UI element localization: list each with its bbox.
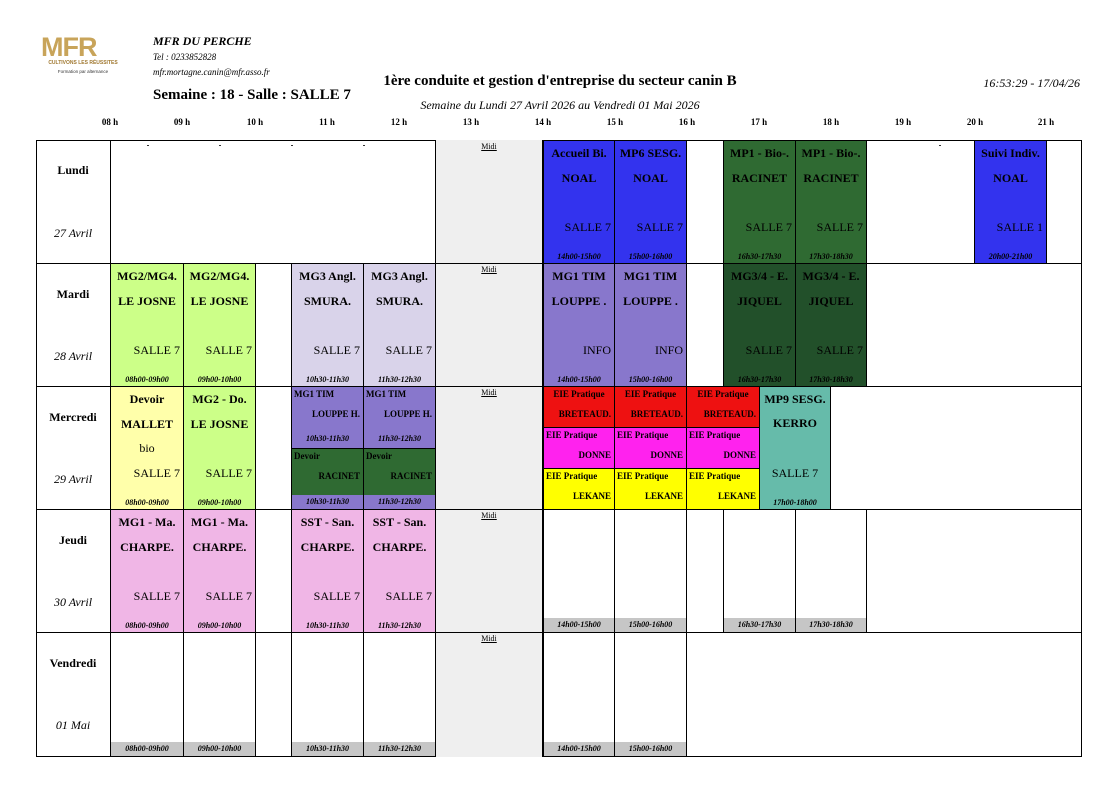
course-room: SALLE 7: [133, 466, 180, 480]
day-name: Vendredi: [49, 656, 97, 670]
course-title: MG1 TIM: [294, 389, 335, 399]
day-name: Mardi: [56, 287, 90, 301]
course-time: 09h00-10h00: [197, 498, 242, 507]
hour-label: 19 h: [894, 117, 912, 127]
course-block[interactable]: [363, 386, 436, 449]
course-room: SALLE 7: [385, 343, 432, 357]
midi-label: Midi: [481, 634, 497, 643]
course-block[interactable]: [543, 386, 615, 428]
course-title: EIE Pratique: [617, 471, 669, 481]
course-teacher: LEKANE: [572, 491, 611, 501]
slot-time: 15h00-16h00: [615, 618, 686, 632]
org-email: mfr.mortagne.canin@mfr.asso.fr: [153, 67, 270, 77]
course-block[interactable]: [291, 386, 364, 449]
course-room: SALLE 7: [564, 220, 611, 234]
course-block[interactable]: [614, 427, 687, 469]
course-title: EIE Pratique: [546, 471, 598, 481]
course-block[interactable]: [291, 448, 364, 510]
course-teacher: MALLET: [120, 417, 173, 431]
midi-label: Midi: [481, 265, 497, 274]
midi-break: [435, 632, 543, 757]
slot-time: 09h00-10h00: [184, 742, 255, 756]
course-note: bio: [139, 441, 155, 455]
course-title: EIE Pratique: [617, 430, 669, 440]
week-room-label: Semaine : 18 - Salle : SALLE 7: [153, 87, 351, 103]
course-teacher: LOUPPE .: [551, 294, 607, 308]
course-teacher: LE JOSNE: [118, 294, 176, 308]
mfr-logo: [37, 32, 129, 80]
course-teacher: LE JOSNE: [190, 417, 249, 431]
course-block[interactable]: [543, 140, 615, 264]
org-phone: Tel : 0233852828: [153, 52, 217, 62]
day-date: 01 Mai: [55, 718, 91, 732]
tick-mark: [939, 145, 941, 146]
empty-slot[interactable]: [110, 632, 184, 757]
course-title: MG1 TIM: [623, 269, 678, 283]
course-time: 08h00-09h00: [125, 621, 169, 630]
course-room: SALLE 7: [745, 220, 792, 234]
midi-break: [435, 509, 543, 632]
course-block[interactable]: [183, 386, 256, 510]
course-block[interactable]: [291, 509, 364, 633]
course-teacher: RACINET: [731, 171, 788, 185]
logo-text: MFR: [41, 32, 97, 62]
course-title: Devoir: [129, 392, 165, 406]
course-teacher: JIQUEL: [737, 294, 782, 308]
course-time: 10h30-11h30: [305, 621, 350, 630]
tick-mark: [147, 145, 149, 146]
course-title: MG1 - Ma.: [191, 515, 248, 529]
course-block[interactable]: [614, 263, 687, 387]
course-teacher: LEKANE: [644, 491, 683, 501]
course-room: SALLE 7: [636, 220, 683, 234]
course-title: EIE Pratique: [689, 471, 741, 481]
day-date: 28 Avril: [53, 349, 93, 363]
slot-time: 15h00-16h00: [615, 742, 686, 756]
course-time: 16h30-17h30: [737, 375, 782, 384]
day-date: 29 Avril: [53, 472, 93, 486]
course-room: SALLE 7: [205, 466, 252, 480]
course-teacher: SMURA.: [376, 294, 423, 308]
empty-slot[interactable]: [543, 509, 615, 633]
course-block[interactable]: [110, 263, 184, 387]
logo-subtitle: Formation par alternance: [57, 69, 109, 74]
week-range: Semaine du Lundi 27 Avril 2026 au Vendredi 01 Mai 2026: [420, 98, 700, 112]
course-time: 14h00-15h00: [557, 375, 601, 384]
course-teacher: DONNE: [578, 450, 611, 460]
course-time: 08h00-09h00: [125, 375, 169, 384]
course-block[interactable]: [614, 468, 687, 510]
course-room: SALLE 7: [745, 343, 792, 357]
course-block[interactable]: [723, 263, 796, 387]
course-block[interactable]: [183, 509, 256, 633]
course-teacher: DONNE: [723, 450, 756, 460]
slot-time: 11h30-12h30: [364, 742, 435, 756]
slot-time: 14h00-15h00: [544, 618, 614, 632]
course-room: SALLE 7: [133, 589, 180, 603]
empty-slot[interactable]: [795, 509, 867, 633]
course-title: EIE Pratique: [697, 389, 749, 399]
course-teacher: RACINET: [803, 171, 859, 185]
course-teacher: CHARPE.: [300, 540, 355, 554]
course-title: Suivi Indiv.: [981, 146, 1040, 160]
hour-label: 09 h: [173, 117, 191, 127]
course-title: Devoir: [294, 451, 320, 461]
empty-slot[interactable]: [183, 632, 256, 757]
course-teacher: LOUPPE H.: [383, 409, 432, 419]
course-title: EIE Pratique: [624, 389, 677, 399]
course-title: MG1 TIM: [366, 389, 407, 399]
course-block[interactable]: [363, 263, 436, 387]
course-block[interactable]: [795, 263, 867, 387]
course-teacher: RACINET: [390, 471, 432, 481]
course-title: MG3/4 - E.: [802, 269, 860, 283]
course-teacher: LOUPPE .: [623, 294, 678, 308]
course-block[interactable]: [110, 386, 184, 510]
course-room: INFO: [582, 343, 611, 357]
course-title: EIE Pratique: [553, 389, 605, 399]
tick-mark: [219, 145, 221, 146]
midi-break: [435, 263, 543, 386]
course-teacher: BRETEAUD.: [630, 409, 683, 419]
course-time: 11h30-12h30: [377, 434, 422, 443]
course-time: 17h30-18h30: [809, 252, 853, 261]
course-time: 15h00-16h00: [628, 252, 673, 261]
course-time: 09h00-10h00: [197, 621, 242, 630]
course-title: EIE Pratique: [546, 430, 598, 440]
day-name: Mercredi: [49, 410, 97, 424]
day-date: 27 Avril: [53, 226, 93, 240]
course-title: Accueil Bi.: [551, 146, 607, 160]
empty-slot[interactable]: [363, 632, 436, 757]
course-block[interactable]: [183, 263, 256, 387]
course-block[interactable]: [686, 386, 760, 428]
day-name: Jeudi: [58, 533, 87, 547]
slot-time: 14h00-15h00: [544, 742, 614, 756]
course-teacher: SMURA.: [304, 294, 351, 308]
course-block[interactable]: [363, 448, 436, 510]
class-title: 1ère conduite et gestion d'entreprise du secteur canin B: [383, 73, 737, 89]
hour-label: 13 h: [462, 117, 480, 127]
tick-mark: [363, 145, 365, 146]
course-block[interactable]: [110, 509, 184, 633]
course-time: 20h00-21h00: [988, 252, 1033, 261]
course-time: 10h30-11h30: [305, 375, 350, 384]
day-date: 30 Avril: [53, 595, 93, 609]
course-title: MG2 - Do.: [192, 392, 247, 406]
course-room: SALLE 7: [816, 220, 863, 234]
course-teacher: KERRO: [772, 416, 817, 430]
course-title: MG1 TIM: [552, 269, 606, 283]
course-room: SALLE 7: [313, 589, 360, 603]
course-time: 15h00-16h00: [628, 375, 673, 384]
course-block[interactable]: [363, 509, 436, 633]
course-title: SST - San.: [300, 515, 355, 529]
hour-label: 08 h: [101, 117, 119, 127]
course-teacher: JIQUEL: [808, 294, 854, 308]
course-title: MP9 SESG.: [764, 392, 826, 406]
empty-slot[interactable]: [543, 632, 615, 757]
course-block[interactable]: [686, 427, 760, 469]
course-title: MG2/MG4.: [189, 269, 250, 283]
course-time: 10h30-11h30: [305, 434, 350, 443]
empty-slot[interactable]: [291, 632, 364, 757]
day-name: Lundi: [57, 163, 89, 177]
hour-label: 18 h: [822, 117, 840, 127]
course-title: MG2/MG4.: [117, 269, 177, 283]
course-title: EIE Pratique: [689, 430, 741, 440]
course-block[interactable]: [614, 386, 687, 428]
slot-time: 10h30-11h30: [292, 742, 363, 756]
course-time: 08h00-09h00: [125, 498, 169, 507]
course-title: MP6 SESG.: [619, 146, 682, 160]
course-room: SALLE 7: [205, 589, 252, 603]
course-teacher: CHARPE.: [372, 540, 427, 554]
course-room: INFO: [654, 343, 683, 357]
hour-label: 15 h: [606, 117, 624, 127]
tick-mark: [291, 145, 293, 146]
course-time: 11h30-12h30: [377, 375, 422, 384]
midi-label: Midi: [481, 511, 497, 520]
logo-tagline: CULTIVONS LES RÉUSSITES: [48, 60, 118, 66]
course-block[interactable]: [974, 140, 1047, 264]
hour-label: 10 h: [246, 117, 264, 127]
course-room: SALLE 7: [205, 343, 252, 357]
course-teacher: RACINET: [318, 471, 360, 481]
hour-label: 16 h: [678, 117, 696, 127]
course-title: MG3 Angl.: [299, 269, 356, 283]
slot-time: 08h00-09h00: [111, 742, 183, 756]
course-block[interactable]: [614, 140, 687, 264]
course-time: 14h00-15h00: [557, 252, 601, 261]
org-name: MFR DU PERCHE: [153, 34, 252, 48]
course-title: SST - San.: [372, 515, 427, 529]
course-block[interactable]: [795, 140, 867, 264]
course-time: 17h30-18h30: [809, 375, 853, 384]
hour-label: 11 h: [319, 117, 335, 127]
course-teacher: LEKANE: [717, 491, 756, 501]
slot-time: 16h30-17h30: [724, 618, 795, 632]
course-block[interactable]: [759, 386, 831, 510]
course-title: MP1 - Bio-.: [801, 146, 861, 160]
course-room: SALLE 7: [771, 466, 819, 480]
course-time: 11h30-12h30: [364, 495, 435, 509]
course-title: MG1 - Ma.: [118, 515, 176, 529]
course-teacher: LOUPPE H.: [311, 409, 360, 419]
course-block[interactable]: [686, 468, 760, 510]
course-title: MP1 - Bio-.: [730, 146, 789, 160]
slot-time: 17h30-18h30: [796, 618, 866, 632]
hour-label: 14 h: [534, 117, 552, 127]
course-teacher: NOAL: [633, 171, 668, 185]
midi-break: [435, 140, 543, 263]
course-teacher: NOAL: [561, 171, 597, 185]
midi-break: [435, 386, 543, 509]
midi-label: Midi: [481, 388, 497, 397]
hour-label: 20 h: [966, 117, 984, 127]
course-teacher: BRETEAUD.: [558, 409, 611, 419]
course-block[interactable]: [723, 140, 796, 264]
course-teacher: LE JOSNE: [190, 294, 249, 308]
course-block[interactable]: [291, 263, 364, 387]
course-teacher: CHARPE.: [120, 540, 174, 554]
empty-slot[interactable]: [614, 509, 687, 633]
hour-label: 17 h: [750, 117, 768, 127]
course-time: 09h00-10h00: [197, 375, 242, 384]
empty-slot[interactable]: [614, 632, 687, 757]
course-title: MG3 Angl.: [371, 269, 428, 283]
course-block[interactable]: [543, 427, 615, 469]
hour-label: 21 h: [1037, 117, 1055, 127]
course-time: 16h30-17h30: [737, 252, 782, 261]
course-teacher: DONNE: [650, 450, 683, 460]
course-time: 17h00-18h00: [773, 498, 817, 507]
course-block[interactable]: [543, 468, 615, 510]
course-title: MG3/4 - E.: [731, 269, 788, 283]
print-timestamp: 16:53:29 - 17/04/26: [983, 76, 1080, 90]
course-teacher: NOAL: [993, 171, 1028, 185]
course-block[interactable]: [543, 263, 615, 387]
course-time: 10h30-11h30: [292, 495, 363, 509]
course-teacher: BRETEAUD.: [703, 409, 756, 419]
empty-slot[interactable]: [723, 509, 796, 633]
course-room: SALLE 1: [996, 220, 1043, 234]
course-room: SALLE 7: [385, 589, 432, 603]
midi-label: Midi: [481, 142, 497, 151]
course-teacher: CHARPE.: [192, 540, 247, 554]
course-time: 11h30-12h30: [377, 621, 422, 630]
course-room: SALLE 7: [313, 343, 360, 357]
course-title: Devoir: [366, 451, 392, 461]
hour-label: 12 h: [390, 117, 408, 127]
course-room: SALLE 7: [816, 343, 863, 357]
course-room: SALLE 7: [133, 343, 180, 357]
